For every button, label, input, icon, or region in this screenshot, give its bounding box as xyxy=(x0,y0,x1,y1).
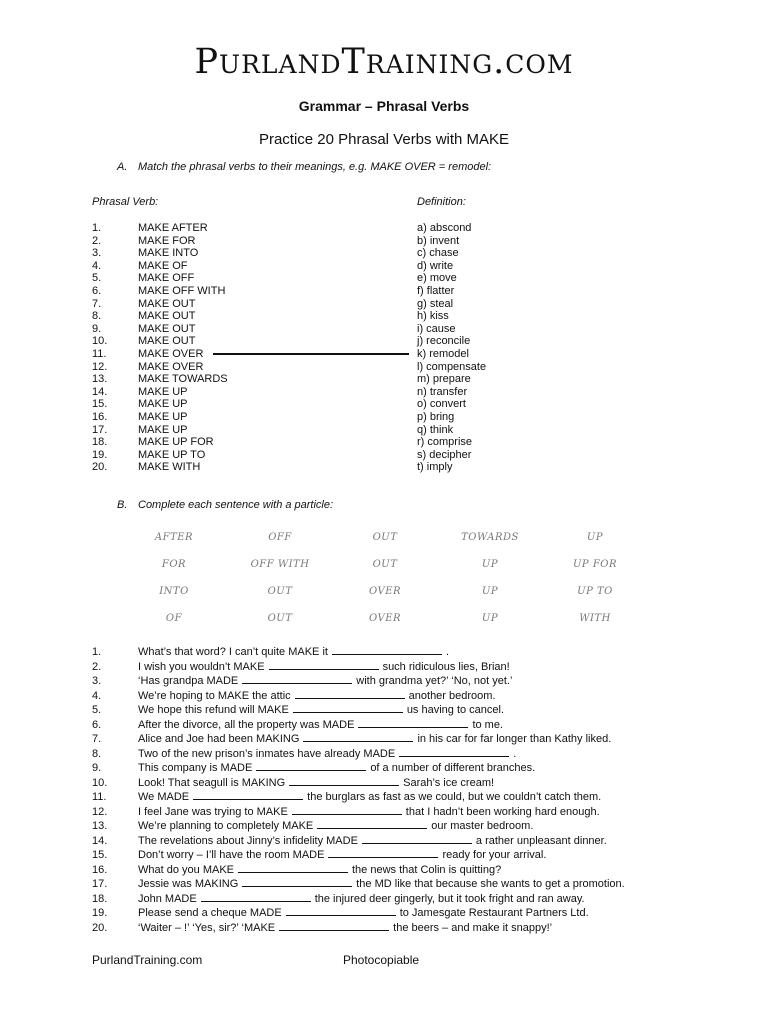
particle-word: AFTER xyxy=(154,532,194,543)
answer-blank[interactable] xyxy=(292,804,402,815)
sentence-start: The revelations about Jinny’s infidelity MADE xyxy=(138,834,358,847)
verb-text: MAKE OVER xyxy=(138,347,204,360)
definition-item: s) decipher xyxy=(417,448,472,461)
sentence-row xyxy=(92,746,625,761)
sentence-end: with grandma yet?’ ‘No, not yet.’ xyxy=(356,675,513,687)
sentence-end: the burglars as fast as we could, but we couldn’t catch them. xyxy=(307,791,602,803)
definition-item: j) reconcile xyxy=(417,335,471,348)
sentence-start: ‘Waiter – !’ ‘Yes, sir?’ ‘MAKE xyxy=(138,921,276,934)
particle-word: OVER xyxy=(368,613,402,624)
answer-blank[interactable] xyxy=(332,644,442,655)
verb-text: MAKE OUT xyxy=(138,310,196,323)
verb-text: MAKE OUT xyxy=(138,335,196,348)
particle-word: OFF xyxy=(268,532,292,543)
verb-row xyxy=(92,461,228,474)
answer-blank[interactable] xyxy=(317,818,427,829)
worksheet-subtitle: Practice 20 Phrasal Verbs with MAKE xyxy=(258,131,510,148)
sentence-number: 8. xyxy=(92,747,102,760)
verb-number: 17. xyxy=(92,423,108,436)
sentence-start: Please send a cheque MADE xyxy=(138,907,282,919)
verb-number: 11. xyxy=(92,347,107,360)
sentence-number: 14. xyxy=(92,834,108,847)
verb-number: 2. xyxy=(92,234,102,247)
sentence-row xyxy=(92,891,625,906)
section-b-text: Complete each sentence with a particle: xyxy=(138,499,334,511)
section-a-letter: A. xyxy=(117,161,128,173)
example-match-line xyxy=(213,353,409,355)
verb-number: 18. xyxy=(92,436,108,449)
answer-blank[interactable] xyxy=(289,775,399,786)
sentence-row xyxy=(92,847,625,862)
verb-text: MAKE WITH xyxy=(138,461,201,474)
sentence-end: a rather unpleasant dinner. xyxy=(475,834,607,847)
verb-text: MAKE OFF xyxy=(138,272,195,285)
answer-blank[interactable] xyxy=(269,659,379,670)
definition-item: e) move xyxy=(417,272,457,285)
verb-row xyxy=(92,323,228,336)
particle-word: OF xyxy=(165,613,183,624)
answer-blank[interactable] xyxy=(328,847,438,858)
sentence-number: 4. xyxy=(92,689,102,702)
particle-row xyxy=(0,532,768,552)
answer-blank[interactable] xyxy=(201,891,311,902)
answer-blank[interactable] xyxy=(293,702,403,713)
answer-blank[interactable] xyxy=(242,673,352,684)
verb-text: MAKE UP xyxy=(138,410,188,423)
particle-word: UP xyxy=(481,559,499,570)
sentence-number: 13. xyxy=(92,820,108,832)
sentence-end: that I hadn’t been working hard enough. xyxy=(405,805,600,818)
sentence-start: John MADE xyxy=(138,892,197,905)
verb-list xyxy=(92,222,228,474)
particle-word: OUT xyxy=(372,532,398,543)
verb-text: MAKE OVER xyxy=(138,360,204,373)
verb-text: MAKE UP xyxy=(138,385,188,398)
particle-word: OVER xyxy=(368,586,402,597)
verb-number: 9. xyxy=(92,322,102,335)
sentence-row xyxy=(92,731,625,746)
verb-text: MAKE TOWARDS xyxy=(138,373,228,386)
definition-item: o) convert xyxy=(417,398,466,411)
sentence-start: Jessie was MAKING xyxy=(138,878,239,890)
sentence-row xyxy=(92,920,625,935)
definition-item: p) bring xyxy=(417,410,455,423)
definition-column-header: Definition: xyxy=(417,196,466,208)
verb-row xyxy=(92,436,228,449)
verb-text: MAKE FOR xyxy=(138,234,196,247)
definition-item: m) prepare xyxy=(417,373,471,386)
particle-word: OUT xyxy=(267,613,293,624)
definition-item: b) invent xyxy=(417,234,460,247)
verb-text: MAKE AFTER xyxy=(138,222,208,234)
verb-row xyxy=(92,335,228,348)
sentence-number: 16. xyxy=(92,863,108,876)
verb-number: 20. xyxy=(92,461,108,474)
sentence-number: 17. xyxy=(92,878,108,890)
particle-word: UP xyxy=(481,613,499,624)
sentence-number: 15. xyxy=(92,849,108,861)
verb-row xyxy=(92,411,228,424)
verb-number: 1. xyxy=(92,222,102,234)
sentence-end: to Jamesgate Restaurant Partners Ltd. xyxy=(399,907,589,919)
particle-word: OUT xyxy=(372,559,398,570)
sentence-row xyxy=(92,717,625,732)
verb-number: 13. xyxy=(92,373,108,386)
worksheet-title: Grammar – Phrasal Verbs xyxy=(298,98,470,114)
particle-word: INTO xyxy=(159,586,189,597)
sentence-start: ‘Has grandpa MADE xyxy=(138,675,239,687)
sentence-start: Alice and Joe had been MAKING xyxy=(138,733,300,745)
verb-number: 8. xyxy=(92,310,102,323)
definition-item: r) comprise xyxy=(417,436,473,449)
sentence-row xyxy=(92,818,625,833)
answer-blank[interactable] xyxy=(362,833,472,844)
definition-item: k) remodel xyxy=(417,347,469,360)
sentence-start: Two of the new prison’s inmates have already MADE xyxy=(138,747,396,760)
verb-number: 10. xyxy=(92,335,108,348)
sentence-number: 12. xyxy=(92,805,108,818)
sentence-start: What’s that word? I can’t quite MAKE it xyxy=(138,646,328,658)
verb-number: 3. xyxy=(92,247,102,260)
verb-number: 4. xyxy=(92,259,102,272)
verb-row xyxy=(92,361,228,374)
verb-number: 19. xyxy=(92,448,108,461)
sentence-row xyxy=(92,905,625,920)
definition-item: a) abscond xyxy=(417,222,472,234)
verb-number: 12. xyxy=(92,360,108,373)
verb-text: MAKE OUT xyxy=(138,297,196,310)
sentence-start: I wish you wouldn’t MAKE xyxy=(138,660,265,673)
sentence-number: 19. xyxy=(92,907,108,919)
sentence-number: 5. xyxy=(92,704,102,716)
answer-blank[interactable] xyxy=(358,717,468,728)
sentence-number: 2. xyxy=(92,660,102,673)
definition-item: c) chase xyxy=(417,247,459,260)
sentence-row xyxy=(92,876,625,891)
answer-blank[interactable] xyxy=(256,760,366,771)
sentence-list xyxy=(92,644,625,934)
sentence-number: 11. xyxy=(92,791,107,803)
section-b-instruction xyxy=(117,499,333,511)
section-b-letter: B. xyxy=(117,499,128,511)
verb-text: MAKE UP FOR xyxy=(138,436,214,449)
sentence-row xyxy=(92,862,625,877)
sentence-end: in his car for far longer than Kathy liked. xyxy=(417,733,612,745)
verb-text: MAKE UP xyxy=(138,398,188,411)
particle-word: OUT xyxy=(267,586,293,597)
sentence-start: What do you MAKE xyxy=(138,863,234,876)
verb-number: 6. xyxy=(92,284,102,297)
verb-number: 5. xyxy=(92,272,102,285)
sentence-end: of a number of different branches. xyxy=(370,762,536,774)
particle-row xyxy=(0,586,768,606)
sentence-number: 7. xyxy=(92,733,102,745)
sentence-number: 9. xyxy=(92,762,102,774)
verb-text: MAKE UP xyxy=(138,423,188,436)
particle-word: UP xyxy=(586,532,604,543)
sentence-number: 10. xyxy=(92,776,108,789)
sentence-row xyxy=(92,760,625,775)
particle-word: TOWARDS xyxy=(461,532,519,543)
sentence-number: 3. xyxy=(92,675,102,687)
verb-row xyxy=(92,260,228,273)
sentence-end: to me. xyxy=(472,718,504,731)
sentence-row xyxy=(92,688,625,703)
answer-blank[interactable] xyxy=(399,746,509,757)
definition-item: l) compensate xyxy=(417,360,487,373)
footer-site: PurlandTraining.com xyxy=(92,953,203,967)
sentence-row xyxy=(92,659,625,674)
sentence-number: 20. xyxy=(92,921,108,934)
definition-item: q) think xyxy=(417,423,454,436)
verb-text: MAKE UP TO xyxy=(138,448,206,461)
definition-list xyxy=(417,222,486,474)
sentence-row xyxy=(92,702,625,717)
particle-word: UP TO xyxy=(577,586,613,597)
verb-number: 15. xyxy=(92,398,108,411)
answer-blank[interactable] xyxy=(193,789,303,800)
verb-text: MAKE OF xyxy=(138,259,188,272)
verb-row xyxy=(92,449,228,462)
sentence-start: This company is MADE xyxy=(138,762,253,774)
verb-text: MAKE OUT xyxy=(138,322,196,335)
answer-blank[interactable] xyxy=(286,905,396,916)
sentence-number: 18. xyxy=(92,892,108,905)
footer-photocopiable: Photocopiable xyxy=(343,953,420,967)
answer-blank[interactable] xyxy=(279,920,389,931)
sentence-end: the MD like that because she wants to get a promotion. xyxy=(356,878,625,890)
sentence-end: . xyxy=(445,646,450,658)
sentence-end: the news that Colin is quitting? xyxy=(352,863,502,876)
particle-word: UP xyxy=(481,586,499,597)
definition-item: d) write xyxy=(417,259,454,272)
sentence-row xyxy=(92,644,625,659)
sentence-end: Sarah’s ice cream! xyxy=(403,776,495,789)
particle-word: WITH xyxy=(579,613,611,624)
answer-blank[interactable] xyxy=(242,876,352,887)
answer-blank[interactable] xyxy=(295,688,405,699)
particle-row xyxy=(0,613,768,633)
particle-word: UP FOR xyxy=(572,559,618,570)
definition-item: g) steal xyxy=(417,297,454,310)
verb-text: MAKE INTO xyxy=(138,247,199,260)
verb-row xyxy=(92,373,228,386)
definition-item: n) transfer xyxy=(417,385,468,398)
verb-row xyxy=(92,272,228,285)
sentence-end: ready for your arrival. xyxy=(442,849,547,861)
verb-row xyxy=(92,235,228,248)
sentence-row xyxy=(92,673,625,688)
verb-row xyxy=(92,285,228,298)
verb-row xyxy=(92,247,228,260)
particle-word: OFF WITH xyxy=(250,559,310,570)
sentence-row xyxy=(92,804,625,819)
sentence-end: us having to cancel. xyxy=(406,704,505,716)
verb-column-header: Phrasal Verb: xyxy=(92,196,159,208)
sentence-number: 6. xyxy=(92,718,102,731)
section-a-text: Match the phrasal verbs to their meanings, e.g. MAKE OVER = remodel: xyxy=(138,161,492,173)
sentence-start: I feel Jane was trying to MAKE xyxy=(138,805,288,818)
sentence-end: another bedroom. xyxy=(408,689,496,702)
sentence-start: We MADE xyxy=(138,791,190,803)
site-logo: PurlandTraining.com xyxy=(194,42,574,82)
sentence-row xyxy=(92,775,625,790)
answer-blank[interactable] xyxy=(238,862,348,873)
definition-item: t) imply xyxy=(417,461,453,474)
sentence-end: the injured deer gingerly, but it took fright and ran away. xyxy=(314,892,585,905)
verb-number: 16. xyxy=(92,410,108,423)
verb-row xyxy=(92,310,228,323)
definition-item: i) cause xyxy=(417,322,456,335)
sentence-number: 1. xyxy=(92,646,102,658)
particle-row xyxy=(0,559,768,579)
sentence-start: After the divorce, all the property was MADE xyxy=(138,718,355,731)
section-a-instruction xyxy=(117,161,491,173)
verb-row xyxy=(92,222,228,235)
verb-row xyxy=(92,348,228,361)
verb-number: 14. xyxy=(92,385,108,398)
verb-row xyxy=(92,298,228,311)
verb-row xyxy=(92,424,228,437)
sentence-end: the beers – and make it snappy!’ xyxy=(393,921,553,934)
verb-row xyxy=(92,398,228,411)
definition-item: h) kiss xyxy=(417,310,449,323)
verb-number: 7. xyxy=(92,297,102,310)
sentence-start: Look! That seagull is MAKING xyxy=(138,776,286,789)
definition-item: f) flatter xyxy=(417,284,455,297)
verb-text: MAKE OFF WITH xyxy=(138,284,226,297)
sentence-end: our master bedroom. xyxy=(431,820,534,832)
sentence-end: . xyxy=(513,747,517,760)
sentence-row xyxy=(92,833,625,848)
sentence-start: Don’t worry – I’ll have the room MADE xyxy=(138,849,325,861)
sentence-start: We’re planning to completely MAKE xyxy=(138,820,314,832)
answer-blank[interactable] xyxy=(303,731,413,742)
sentence-start: We hope this refund will MAKE xyxy=(138,704,289,716)
sentence-end: such ridiculous lies, Brian! xyxy=(382,660,510,673)
sentence-start: We’re hoping to MAKE the attic xyxy=(138,689,291,702)
particle-word: FOR xyxy=(161,559,187,570)
sentence-row xyxy=(92,789,625,804)
verb-row xyxy=(92,386,228,399)
